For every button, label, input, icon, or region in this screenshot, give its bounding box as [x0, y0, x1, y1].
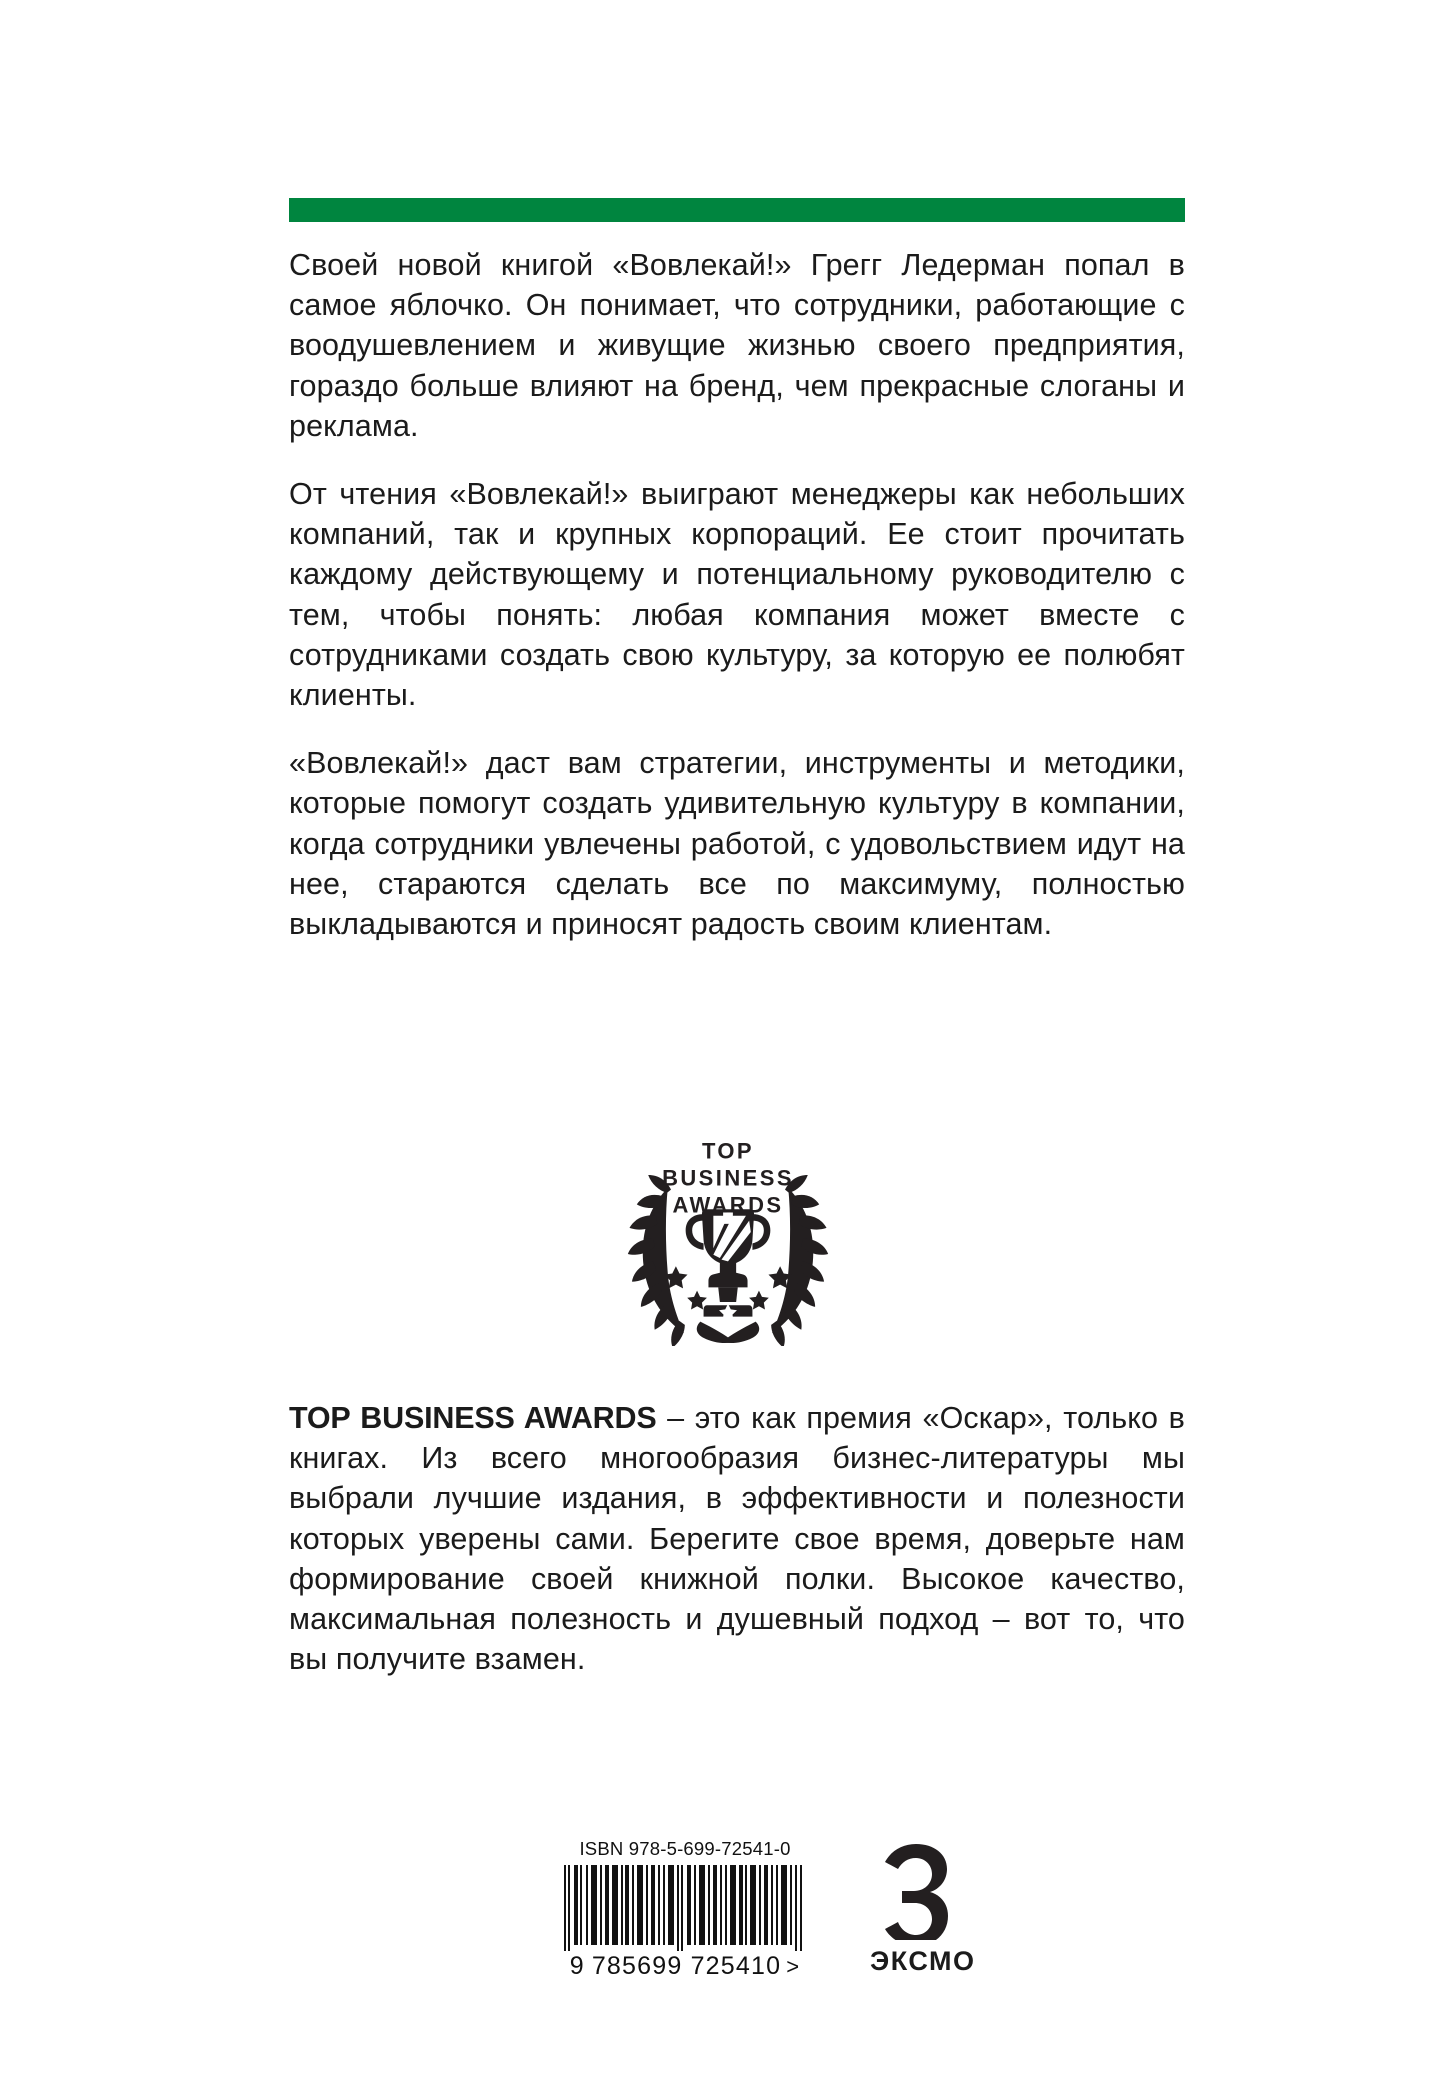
emblem-line-business: BUSINESS	[661, 1165, 794, 1191]
blurb-paragraph-2: От чтения «Вовлекай!» выиграют менеджеры как небольших компаний, так и крупных корпораций. Ее стоит прочитать каждому действующему и потенциальному руководителю с тем, чтобы понять: любая компания может вместе с сотрудниками создать свою культуру, за которую ее полюбят клиенты.	[289, 477, 1185, 713]
barcode-digits	[560, 1952, 810, 1981]
blurb-paragraph-3: «Вовлекай!» даст вам стратегии, инструменты и методики, которые помогут создать удивительную культуру в компании, когда сотрудники увлечены работой, с удовольствием идут на нее, стараются сделать все по максимуму, полностью выкладываются и приносят радость своим клиентам.	[289, 746, 1185, 942]
awards-brand-name: TOP BUSINESS AWARDS	[289, 1401, 657, 1435]
emblem-line-top: TOP	[701, 1138, 754, 1164]
ean13-barcode	[564, 1865, 806, 1951]
emblem-line-awards: AWARDS	[671, 1192, 784, 1218]
awards-description-column	[289, 1398, 1185, 1679]
barcode-main-digits: 785699 725410	[591, 1952, 782, 1980]
barcode-lead-digit: 9	[569, 1952, 585, 1980]
green-accent-rule	[289, 198, 1185, 222]
awards-description-paragraph	[289, 1398, 1185, 1679]
barcode-terminator: >	[786, 1954, 801, 1979]
cover-footer	[0, 1838, 1455, 2018]
blurb-paragraph-1: Своей новой книгой «Вовлекай!» Грегг Ледерман попал в самое яблочко. Он понимает, что сотрудники, работающие с воодушевлением и живущие жизнью своего предприятия, гораздо больше влияют на бренд, чем прекрасные слоганы и реклама.	[289, 248, 1185, 443]
award-emblem-container	[0, 1118, 1455, 1346]
awards-description-text: – это как премия «Оскар», только в книгах. Из всего многообразия бизнес-литературы мы выбрали лучшие издания, в эффективности и полезности которых уверены сами. Берегите свое время, доверьте нам формирование своей книжной полки. Высокое качество, максимальная полезность и душевный подход – вот то, что вы получите взамен.	[289, 1401, 1185, 1677]
isbn-label: ISBN 978-5-699-72541-0	[579, 1838, 791, 1859]
publisher-name: ЭКСМО	[870, 1946, 976, 1976]
publisher-block	[870, 1840, 1080, 1977]
top-business-awards-emblem	[622, 1118, 834, 1346]
blurb-text-column	[289, 245, 1185, 944]
eksmo-logo-icon	[872, 1840, 958, 1940]
barcode-block	[560, 1838, 810, 1981]
